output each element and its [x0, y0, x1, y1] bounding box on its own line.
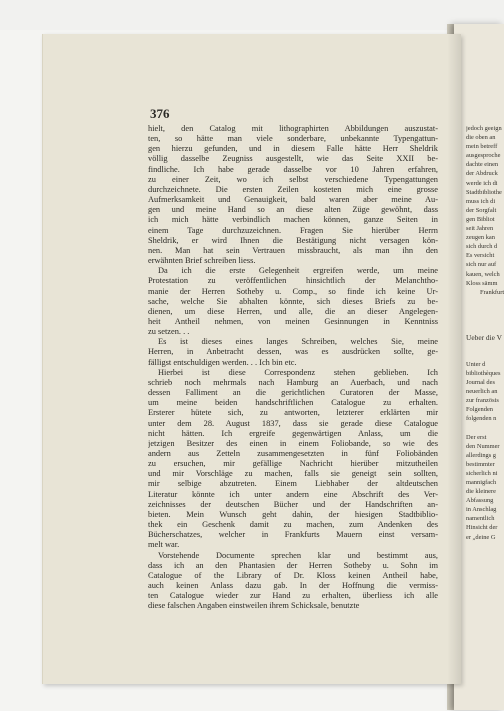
text-line: heit Antheil nehmen, von meinen Gesinnungen in Kenntniss [148, 316, 438, 326]
right-text-line: allerdings g [466, 451, 496, 459]
text-line: mir selbige abzutreten. Einem Liebhaber der altdeutschen [148, 479, 438, 489]
text-line: sache, welche Sie abhalten könnte, sich dieses Briefs zu be- [148, 296, 438, 306]
right-text-line: Journal des [466, 379, 495, 387]
right-text-line: sich durch d [466, 243, 498, 251]
text-line: durchzeichnete. Die ersten Zeilen kosteten mich eine grosse [148, 184, 438, 194]
right-text-line: mannigfach [466, 479, 497, 486]
right-text-line: der Abdruck [466, 170, 498, 178]
right-text-line: er „deine G [466, 533, 496, 541]
text-line: Es ist dieses eines langes Schreiben, welches Sie, meine [158, 337, 438, 347]
text-line: völlig dasselbe Zeugniss ausgestellt, wie das Seite XXII be- [148, 154, 438, 164]
text-line: zu einer Zeit, wo ich selbst verschiedene Typengattungen [148, 174, 438, 184]
text-line: bieten. Mein Wunsch geht dahin, der hiesigen Stadtbiblio- [148, 509, 438, 519]
right-text-line: jedoch geeign [466, 125, 502, 132]
right-page-text [466, 124, 504, 542]
text-line: jetzigen Besitzer des einen in einem Foliobande, so wie des [148, 438, 438, 448]
right-text-line: sicherlich ni [466, 469, 498, 477]
right-text-line: sich nur auf [466, 261, 497, 269]
text-line: dienen, um diese Herren, und alle, die an dieser Angelegen- [148, 306, 438, 316]
text-line: Hierbei ist diese Correspondenz stehen geblieben. Ich [158, 367, 438, 377]
background-top [0, 0, 504, 30]
text-line: Herren, in Anbetracht dessen, was es ausdrücken sollte, ge- [148, 347, 438, 357]
right-text-line: Der erst [466, 433, 487, 441]
right-text-line: Folgenden [466, 406, 493, 414]
text-line: ich mich hätte verbindlich machen können, ganze Seiten in [148, 215, 438, 225]
text-line: Ersterer hütete sich, zu antworten, letzterer erklärten mir [148, 408, 438, 418]
right-text-line: namentlich [466, 515, 495, 523]
right-text-line: mein betreff [466, 143, 498, 151]
text-line: ten, so hätte man viele sonderbare, unbekannte Typengattun- [148, 134, 438, 144]
text-line: Aufmerksamkeit und Genauigkeit, bald waren aber meine Au- [148, 195, 438, 205]
text-line: gen hierzu gefunden, und in diesem Falle hätte Herr Sheldrik [148, 144, 438, 154]
text-line: zu setzen. . . [148, 327, 190, 337]
text-line: nicht hätten. Ich ergreife gegenwärtigen Anlass, um die [148, 428, 438, 438]
right-text-line: seit Jahren [466, 225, 494, 233]
text-line: nen. Man hat sein Vertrauen missbraucht, als man ihn den [148, 245, 438, 255]
text-line: und mir Vorschläge zu machen, falls sie geneigt sein sollten, [148, 469, 438, 479]
right-text-line: ausgesproche [466, 152, 501, 160]
text-line: Sheldrik, er wird Ihnen die Bestätigung nicht versagen kön- [148, 235, 438, 245]
right-page-heading: Ueber die V [466, 332, 502, 342]
text-line: manie der Herren Sotheby u. Comp., so finde ich keine Ur- [148, 286, 438, 296]
text-line: Catalogue of the Library of Dr. Kloss keinen Antheil habe, [148, 570, 438, 580]
text-line: dass ich an den Phantasien der Herren Sotheby u. Sohn im [148, 560, 438, 570]
left-page-text [148, 124, 438, 612]
right-text-line: bestimmter [466, 460, 495, 468]
text-line: melt war. [148, 540, 180, 550]
right-text-line: werde ich di [466, 179, 498, 187]
right-text-line: zeugen kan [466, 234, 495, 242]
text-line: Da ich die erste Gelegenheit ergreifen werde, um meine [158, 266, 438, 276]
right-text-line: neuerlich an [466, 388, 498, 396]
text-line: Literatur könnte ich unter andern eine Abschrift des Ver- [148, 489, 438, 499]
right-text-line: Unter d [466, 360, 486, 368]
page-number: 376 [150, 106, 170, 121]
right-text-line: bibliothèques [466, 369, 501, 377]
right-text-line: muss ich di [466, 197, 496, 205]
text-line: zeichnisses der deutschen Bücher und der Handschriften an- [148, 499, 438, 509]
text-line: hielt, den Catalog mit lithographirten Abbildungen auszustat- [148, 124, 438, 133]
right-text-line: der Sorgfalt [466, 206, 497, 214]
right-text-line: gen Bibliot [466, 215, 495, 223]
right-page-place: Frankfurt [480, 288, 504, 296]
right-text-line: dachte einen [466, 161, 499, 169]
text-line: ten Catalogue wieder zur Hand zu erhalten, überliess ich alle [148, 591, 438, 601]
text-line: erwähnten Brief schreiben liess. [148, 256, 256, 266]
right-text-line: in Anschlag [466, 506, 497, 514]
right-text-line: Es versicht [466, 252, 495, 260]
text-line: findliche. Ich habe gerade dasselbe vor 10 Jahren erfahren, [148, 164, 438, 174]
right-text-line: Abfassung [466, 497, 494, 505]
text-line: diese falschen Angaben einstweilen ihrem Schicksale, benutzte [148, 601, 360, 611]
right-text-line: zur französis [466, 397, 499, 405]
text-line: unter dem 28. August 1837, dass sie gerade diese Catalogue [148, 418, 438, 428]
text-line: dessen Falliment an die gerichtlichen Curatoren der Masse, [148, 388, 438, 398]
text-line: einem Tage durchzuzeichnen. Fragen Sie hierüber Herrn [148, 225, 438, 235]
text-line: um meine beiden handschriftlichen Catalogue zu erhalten. [148, 398, 438, 408]
right-text-line: kauen, welch [466, 270, 500, 278]
text-line: fälligst entschuldigen werden. . . Ich bin etc. [148, 357, 297, 367]
text-line: gen und meine Hand so an diese alten Züge gewöhnt, dass [148, 205, 438, 215]
right-text-line: Stadtbibliothe [466, 188, 502, 196]
right-text-line: die kleinere [466, 488, 496, 496]
text-line: Bücherschatzes, welcher in Frankfurts Mauern einst versam- [148, 530, 438, 540]
right-text-line: Kloss sämm [466, 279, 498, 287]
right-text-line: folgenden n [466, 415, 497, 423]
text-line: schrieb noch mehrmals nach Hamburg an Auerbach, und nach [148, 377, 438, 387]
text-line: Protestation zu veröffentlichen hinsichtlich der Melanchtho- [148, 276, 438, 286]
right-text-line: den Nummer [466, 442, 500, 450]
right-text-line: die oben an [466, 134, 496, 142]
text-line: zu ersuchen, mir gefällige Nachricht hierüber mitzutheilen [148, 459, 438, 469]
text-line: thek ein Geschenk damit zu machen, zum Andenken des [148, 520, 438, 530]
text-line: Vorstehende Documente sprechen klar und bestimmt aus, [158, 550, 438, 560]
text-line: auch keinen Anlass dazu gab. In der Hoffnung die vermiss- [148, 581, 438, 591]
right-text-line: Hinsicht der [466, 524, 498, 532]
text-line: andern aus Zetteln zusammengesetzten in fünf Foliobänden [148, 449, 438, 458]
